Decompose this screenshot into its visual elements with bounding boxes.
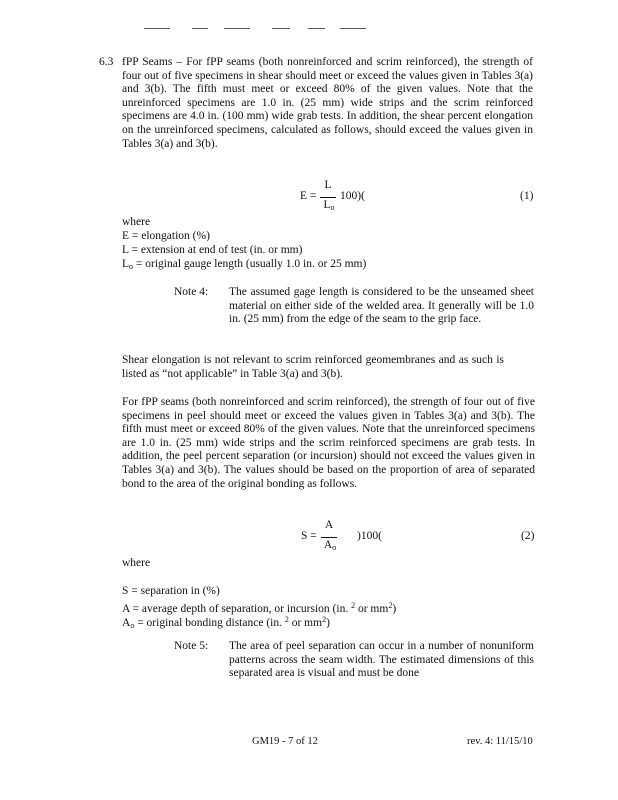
eq1-rhs: 100)( [340,190,365,202]
eq2-fraction-bar [321,537,337,538]
definition-l: L = extension at end of test (in. or mm) [122,244,303,256]
eq1-number: (1) [520,190,534,202]
cutoff-dash [224,28,250,29]
eq1-fraction-bar [320,197,336,198]
eq2-number: (2) [521,530,535,542]
section-number: 6.3 [99,56,114,68]
eq2-lhs: S = [301,530,317,542]
eq1-numerator: L [324,179,332,191]
cutoff-dash [192,28,208,29]
eq2-denominator: $A_o$ [323,539,337,552]
equation-1 [300,181,560,215]
cutoff-dash [308,28,325,29]
eq2-numerator: A [324,519,334,531]
definition-e: E = elongation (%) [122,230,210,242]
equation-2 [301,521,541,555]
note-4-text: The assumed gage length is considered to be the unseamed sheet material on either side of the welded area. It generally will be 1.0 in. (25 mm) from the edge of the seam to the grip face. [229,286,534,326]
note-4-label: Note 4: [174,286,209,298]
section-paragraph: fPP Seams – For fPP seams (both nonreinforced and scrim reinforced), the strength of four out of five specimens in shear should meet or exceed the values given in Tables 3(a) and 3(b). The fifth must meet or exceed 80% of the given values. Note that the unreinforced specimens are 1.0 in. (25 mm) wide strips and the scrim reinforced specimens are 4.0 in. (100 mm) wide grab tests. In addition, the shear percent elongation on the unreinforced specimens, calculated as follows, should exceed the values given in Tables 3(a) and 3(b). [122,56,533,150]
page-number: GM19 - 7 of 12 [252,736,318,747]
eq1-denominator: $L_o$ [323,199,335,212]
peel-paragraph: For fPP seams (both nonreinforced and scrim reinforced), the strength of four out of five specimens in peel should meet or exceed the values given in Tables 3(a) and 3(b). The fifth must meet or exceed 80% of the given values. Note that the unreinforced specimens are 1.0 in. (25 mm) wide strips and the scrim reinforced specimens are grab tests. In addition, the peel percent separation (or incursion) should not exceed the values given in Tables 3(a) and 3(b). The values should be based on the proportion of area of separated bond to the area of the original bonding as follows. [122,396,535,490]
where-label: where [122,557,151,569]
definition-lo: $L_o$ = original gauge length (usually 1.0 in. or 25 mm) [122,258,367,271]
revision-date: rev. 4: 11/15/10 [467,736,533,747]
cutoff-dash [340,28,366,29]
definition-ao: $A_o$ = original bonding distance (in. $^2$ or $mm^2$) [122,615,330,630]
where-label: where [122,216,151,228]
eq1-lhs: E = [300,190,317,202]
shear-elongation-paragraph: Shear elongation is not relevant to scrim reinforced geomembranes and as such is listed as “not applicable” in Table 3(a) and 3(b). [122,354,504,380]
cutoff-dash [272,28,290,29]
note-5-label: Note 5: [174,640,209,652]
cutoff-dash [144,28,170,29]
definition-a: A = average depth of separation, or incursion (in. $^2$ or $mm^2$) [122,601,397,615]
note-5-text: The area of peel separation can occur in a number of nonuniform patterns across the seam width. The estimated dimensions of this separated area is visual and must be done [229,640,534,680]
eq2-rhs: )100( [357,530,382,542]
definition-s: S = separation in (%) [122,585,220,597]
